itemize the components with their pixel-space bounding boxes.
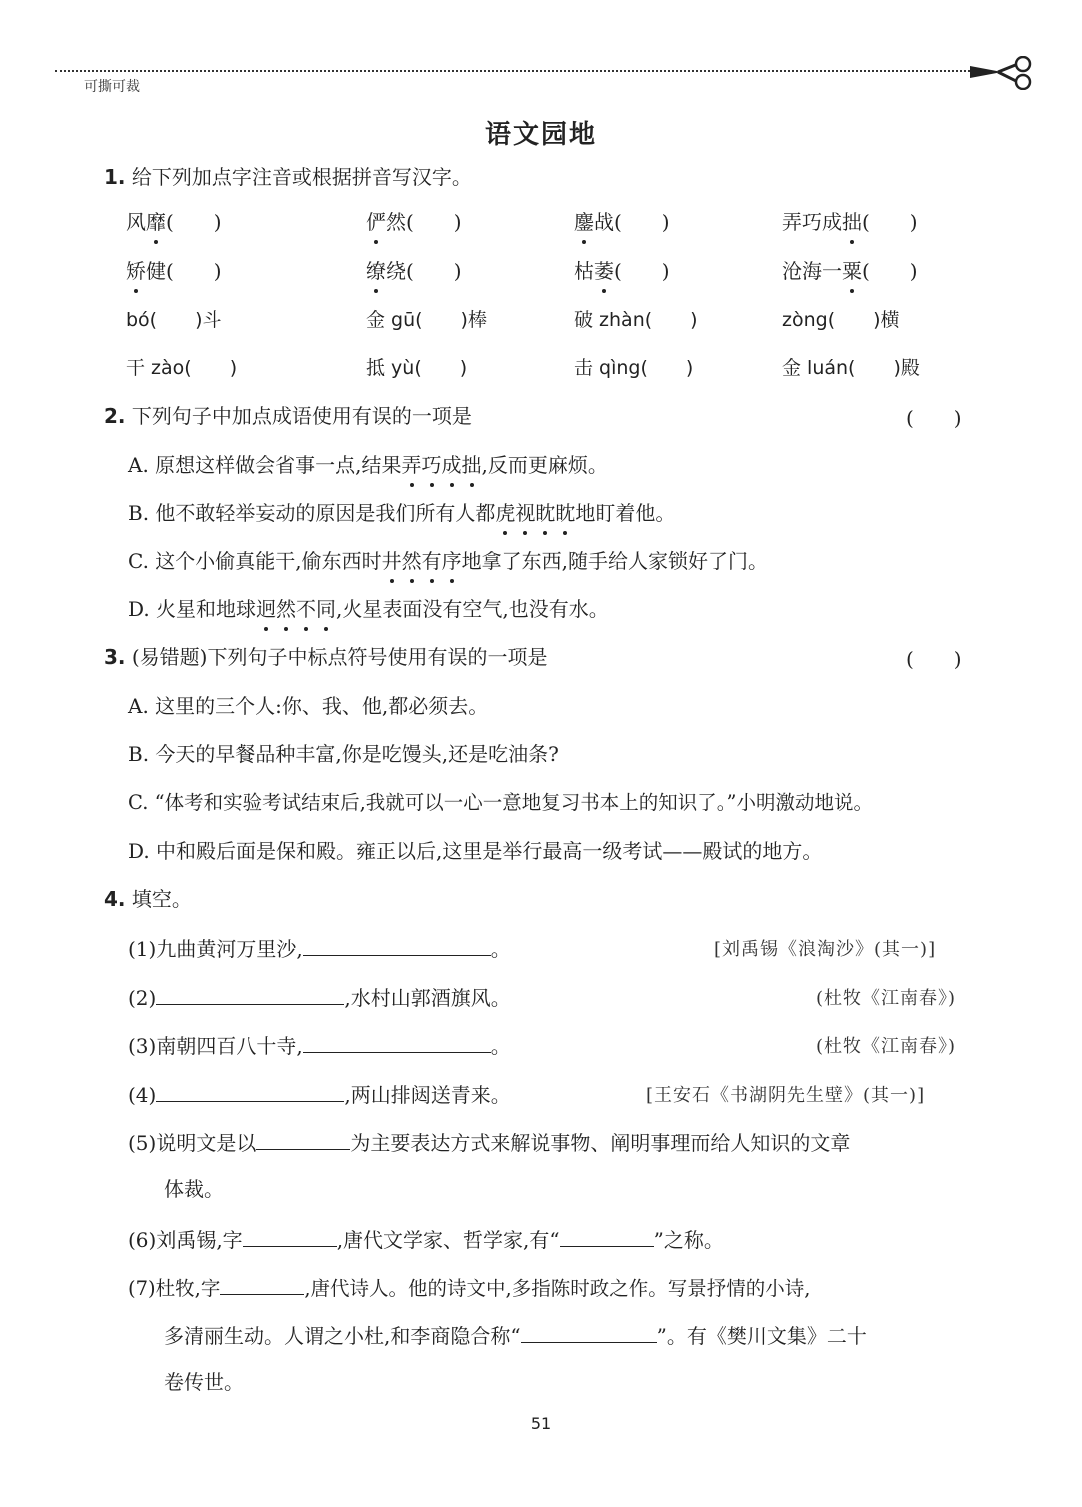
q3-option-a: A. 这里的三个人:你、我、他,都必须去。 — [128, 694, 489, 718]
q1-text: 给下列加点字注音或根据拼音写汉字。 — [131, 165, 472, 189]
page-number: 51 — [530, 1414, 552, 1433]
dotted-char: 靡 — [146, 210, 166, 234]
q2-answer-bracket: ( ) — [906, 406, 962, 430]
q4-text: 填空。 — [131, 887, 192, 911]
q1-stem — [104, 163, 472, 191]
q4-item-5: (5)说明文是以 为主要表达方式来解说事物、阐明事理而给人知识的文章 — [128, 1127, 850, 1157]
dotted-char: 同 — [316, 597, 337, 621]
dotted-char: 然 — [276, 597, 297, 621]
dotted-char: 虎 — [495, 501, 516, 525]
answer-blank[interactable] — [256, 1127, 350, 1150]
q4-source-1: [刘禹锡《浪淘沙》(其一)] — [714, 939, 937, 960]
q4-item-5-cont: 体裁。 — [164, 1177, 224, 1201]
q4-source-4: [王安石《书湖阴先生壁》(其一)] — [646, 1085, 926, 1106]
dotted-char: 然 — [401, 549, 422, 573]
q1-cell: 俨然( ) — [366, 210, 462, 234]
q1-cell: 破 zhàn( ) — [574, 309, 698, 331]
q3-stem — [104, 643, 547, 671]
dotted-char: 序 — [441, 549, 462, 573]
q2-option-a: A. 原想这样做会省事一点,结果弄巧成拙,反而更麻烦。 — [128, 453, 608, 477]
q1-cell: 弄巧成拙( ) — [782, 210, 918, 234]
dotted-char: 巧 — [421, 453, 442, 477]
dotted-char: 俨 — [366, 210, 386, 234]
q3-answer-bracket: ( ) — [906, 647, 962, 671]
answer-blank[interactable] — [156, 982, 344, 1005]
q4-item-7-end: 卷传世。 — [164, 1370, 244, 1394]
q4-source-3: (杜牧《江南春》) — [816, 1036, 957, 1057]
dotted-char: 有 — [421, 549, 442, 573]
q4-item-4: (4) ,两山排闼送青来。 — [128, 1079, 511, 1109]
answer-blank[interactable] — [220, 1272, 304, 1295]
q2-option-d: D. 火星和地球迥然不同,火星表面没有空气,也没有水。 — [128, 597, 609, 621]
q4-item-3: (3)南朝四百八十寺, 。 — [128, 1030, 511, 1060]
q1-cell: 缭绕( ) — [366, 259, 462, 283]
dotted-char: 鏖 — [574, 210, 594, 234]
dotted-char: 拙 — [842, 210, 862, 234]
dotted-idiom — [256, 597, 336, 621]
dotted-char: 萎 — [594, 259, 614, 283]
answer-blank[interactable] — [243, 1224, 337, 1247]
q3-option-d: D. 中和殿后面是保和殿。雍正以后,这里是举行最高一级考试——殿试的地方。 — [128, 839, 823, 863]
q1-number: 1. — [104, 165, 126, 189]
cut-label: 可撕可裁 — [84, 79, 140, 95]
dotted-char: 眈 — [535, 501, 556, 525]
q1-cell: bó( )斗 — [126, 309, 222, 331]
q4-item-7: (7)杜牧,字 ,唐代诗人。他的诗文中,多指陈时政之作。写景抒情的小诗, — [128, 1272, 810, 1303]
q1-cell: 干 zào( ) — [126, 357, 238, 379]
q1-cell: 风靡( ) — [126, 210, 222, 234]
answer-blank[interactable] — [303, 933, 491, 956]
q1-cell: 抵 yù( ) — [366, 357, 468, 379]
q1-cell: 击 qìng( ) — [574, 357, 694, 379]
dotted-char: 缭 — [366, 259, 386, 283]
dotted-idiom — [382, 549, 462, 573]
q4-stem — [104, 885, 192, 913]
q1-cell: 枯萎( ) — [574, 259, 670, 283]
dotted-char: 不 — [296, 597, 317, 621]
answer-blank[interactable] — [560, 1224, 654, 1247]
dotted-char: 拙 — [461, 453, 482, 477]
q1-cell: 金 luán( )殿 — [782, 357, 920, 379]
dotted-char: 眈 — [555, 501, 576, 525]
dotted-char: 矫 — [126, 259, 146, 283]
dotted-char: 井 — [381, 549, 402, 573]
q4-number: 4. — [104, 887, 126, 911]
q1-cell: 沧海一粟( ) — [782, 259, 918, 283]
dotted-char: 成 — [441, 453, 462, 477]
q3-option-b: B. 今天的早餐品种丰富,你是吃馒头,还是吃油条? — [128, 742, 559, 766]
q3-number: 3. — [104, 645, 126, 669]
page-title: 语文园地 — [484, 120, 597, 150]
q4-item-7-cont: 多清丽生动。人谓之小杜,和李商隐合称“ ”。有《樊川文集》二十 — [164, 1320, 867, 1350]
answer-blank[interactable] — [521, 1320, 657, 1343]
dotted-idiom — [402, 453, 482, 477]
answer-blank[interactable] — [156, 1079, 344, 1102]
q2-option-b: B. 他不敢轻举妄动的原因是我们所有人都虎视眈眈地盯着他。 — [128, 501, 676, 525]
q3-text: (易错题)下列句子中标点符号使用有误的一项是 — [131, 645, 548, 669]
q2-stem — [104, 402, 472, 430]
q4-item-2: (2) ,水村山郭酒旗风。 — [128, 982, 511, 1012]
q2-option-c: C. 这个小偷真能干,偷东西时井然有序地拿了东西,随手给人家锁好了门。 — [128, 549, 769, 573]
q3-option-c: C. “体考和实验考试结束后,我就可以一心一意地复习书本上的知识了。”小明激动地说。 — [128, 791, 874, 814]
dotted-char: 粟 — [842, 259, 862, 283]
q1-cell: 鏖战( ) — [574, 210, 670, 234]
dotted-char: 迥 — [256, 597, 277, 621]
q1-cell: 金 gū( )棒 — [366, 309, 487, 331]
dotted-char: 弄 — [401, 453, 422, 477]
q2-text: 下列句子中加点成语使用有误的一项是 — [131, 404, 472, 428]
q1-cell: zòng( )横 — [782, 309, 900, 331]
q1-cell: 矫健( ) — [126, 259, 222, 283]
q4-source-2: (杜牧《江南春》) — [816, 988, 957, 1009]
answer-blank[interactable] — [303, 1030, 491, 1053]
dotted-char: 视 — [515, 501, 536, 525]
dotted-idiom — [495, 501, 575, 525]
cut-dotted-line — [55, 70, 970, 72]
scissors-icon — [968, 56, 1034, 90]
q4-item-1: (1)九曲黄河万里沙, 。 — [128, 933, 511, 963]
q4-item-6: (6)刘禹锡,字 ,唐代文学家、哲学家,有“ ”之称。 — [128, 1224, 724, 1254]
q2-number: 2. — [104, 404, 126, 428]
